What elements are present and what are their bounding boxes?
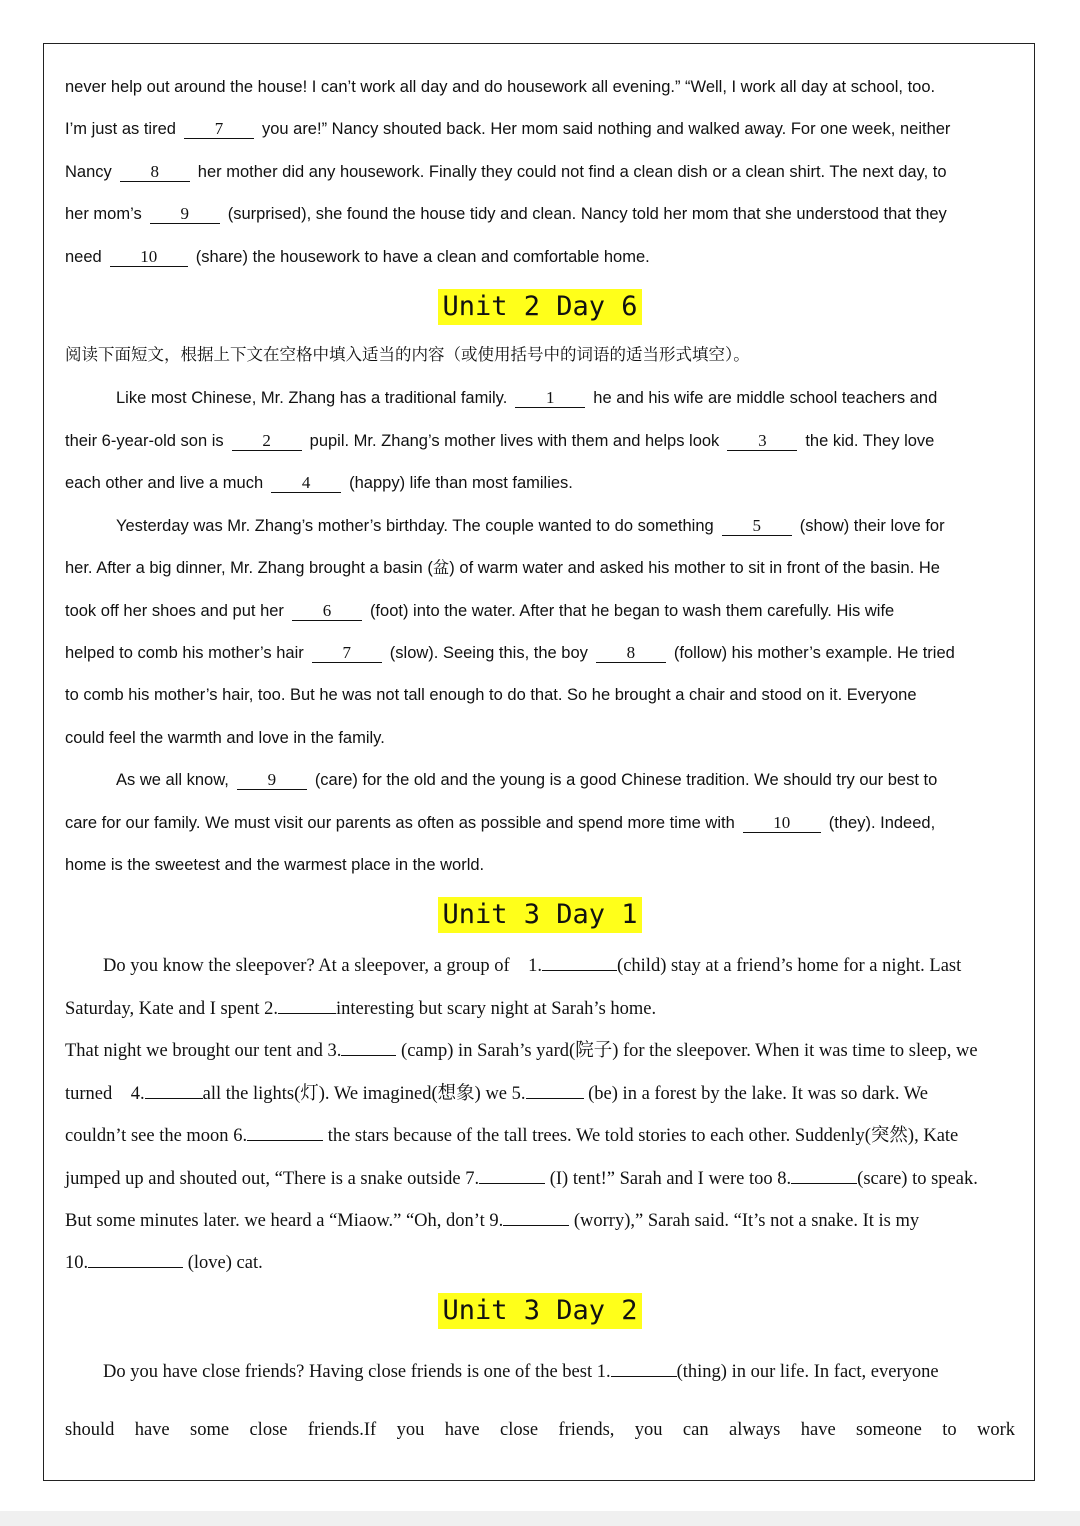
line-text: should have some close friends.If you have close friends, you can always have someone to work	[65, 1420, 1015, 1440]
line-text: he and his wife are middle school teachers and	[593, 389, 938, 407]
question-number: 2.	[264, 999, 279, 1019]
line-text: care for our family. We must visit our parents as often as possible and spend more time with	[65, 814, 735, 832]
answer-blank[interactable]: 8	[596, 644, 666, 663]
page-bottom-band	[0, 1511, 1080, 1526]
line-text: Saturday, Kate and I spent	[65, 999, 260, 1019]
answer-blank[interactable]	[278, 996, 336, 1014]
text-line	[65, 387, 1015, 409]
text-line	[65, 600, 1015, 622]
line-text: But some minutes later. we heard a “Miaow.” “Oh, don’t	[65, 1211, 485, 1231]
line-text: the stars because of the tall trees. We told stories to each other. Suddenly(突然), Kate	[327, 1126, 959, 1146]
text-line	[65, 515, 1015, 537]
question-number: 9.	[489, 1211, 504, 1231]
question-number: 3.	[327, 1041, 342, 1061]
line-text: never help out around the house! I can’t work all day and do housework all evening.” “Well, I work all day at school, too.	[65, 78, 936, 96]
text-line	[65, 1166, 1015, 1190]
line-text: (they). Indeed,	[828, 814, 936, 832]
line-text: need	[65, 248, 102, 266]
question-number: 8.	[777, 1169, 792, 1189]
answer-blank[interactable]: 3	[727, 432, 797, 451]
answer-blank[interactable]	[542, 953, 617, 971]
question-number: 1.	[596, 1362, 611, 1382]
line-text: her mother did any housework. Finally they could not find a clean dish or a clean shirt. The next day, to	[197, 163, 947, 181]
section-heading-wrap	[65, 289, 1015, 325]
line-text: Do you have close friends? Having close friends is one of the best	[103, 1362, 593, 1382]
text-line	[65, 203, 1015, 225]
text-line	[65, 1038, 1015, 1062]
line-text: Nancy	[65, 163, 112, 181]
line-text: (show) their love for	[799, 517, 945, 535]
answer-blank[interactable]: 5	[722, 517, 792, 536]
answer-blank[interactable]: 9	[237, 771, 307, 790]
answer-blank[interactable]: 6	[292, 602, 362, 621]
line-text: (child) stay at a friend’s home for a night. Last	[617, 956, 962, 976]
text-line	[65, 246, 1015, 268]
text-line	[65, 642, 1015, 664]
line-text: (I) tent!” Sarah and I were too	[549, 1169, 773, 1189]
text-line	[65, 812, 1015, 834]
line-text: their 6-year-old son is	[65, 432, 224, 450]
line-text: turned	[65, 1084, 113, 1104]
line-text: the kid. They love	[805, 432, 935, 450]
line-text: (care) for the old and the young is a good Chinese tradition. We should try our best to	[314, 771, 938, 789]
text-line	[65, 1081, 1015, 1105]
answer-blank[interactable]	[88, 1250, 183, 1268]
text-line	[65, 472, 1015, 494]
line-text: (worry),” Sarah said. “It’s not a snake. It is my	[573, 1211, 920, 1231]
text-line	[65, 1250, 1015, 1274]
answer-blank[interactable]	[791, 1166, 857, 1184]
answer-blank[interactable]: 7	[184, 120, 254, 139]
answer-blank[interactable]	[503, 1208, 569, 1226]
line-text: jumped up and shouted out, “There is a snake outside	[65, 1169, 461, 1189]
instruction-line	[65, 344, 1015, 366]
line-text: (be) in a forest by the lake. It was so dark. We	[588, 1084, 928, 1104]
answer-blank[interactable]	[526, 1081, 584, 1099]
section-heading: Unit 2 Day 6	[438, 289, 641, 325]
section-heading: Unit 3 Day 1	[438, 897, 641, 933]
text-line	[65, 996, 1015, 1020]
line-text: interesting but scary night at Sarah’s home.	[336, 999, 657, 1019]
answer-blank[interactable]: 10	[743, 814, 821, 833]
text-line	[65, 1208, 1015, 1232]
question-number: 6.	[233, 1126, 248, 1146]
text-line	[65, 118, 1015, 140]
line-text: her mom’s	[65, 205, 142, 223]
answer-blank[interactable]: 8	[120, 163, 190, 182]
answer-blank[interactable]: 9	[150, 205, 220, 224]
text-line	[65, 854, 1015, 876]
text-line	[65, 557, 1015, 579]
text-line	[65, 769, 1015, 791]
line-text: (scare) to speak.	[857, 1169, 978, 1189]
text-line	[65, 727, 1015, 749]
text-line	[65, 684, 1015, 706]
answer-blank[interactable]: 10	[110, 248, 188, 267]
line-text: (foot) into the water. After that he began to wash them carefully. His wife	[369, 602, 895, 620]
line-text: (love) cat.	[187, 1253, 263, 1273]
question-number: 4.	[130, 1084, 145, 1104]
line-text: I’m just as tired	[65, 120, 176, 138]
text-line	[65, 430, 1015, 452]
answer-blank[interactable]	[247, 1123, 323, 1141]
line-text: pupil. Mr. Zhang’s mother lives with them and helps look	[309, 432, 720, 450]
line-text: took off her shoes and put her	[65, 602, 284, 620]
line-text: Do you know the sleepover? At a sleepover, a group of	[103, 956, 510, 976]
line-text: could feel the warmth and love in the family.	[65, 729, 385, 747]
line-text: (camp) in Sarah’s yard(院子) for the sleepover. When it was time to sleep, we	[401, 1041, 978, 1061]
line-text: (surprised), she found the house tidy and clean. Nancy told her mom that she understood that they	[227, 205, 947, 223]
line-text: you are!” Nancy shouted back. Her mom said nothing and walked away. For one week, neither	[261, 120, 951, 138]
question-number: 7.	[465, 1169, 480, 1189]
line-text: helped to comb his mother’s hair	[65, 644, 304, 662]
answer-blank[interactable]	[479, 1166, 545, 1184]
line-text: home is the sweetest and the warmest place in the world.	[65, 856, 485, 874]
line-text: each other and live a much	[65, 474, 264, 492]
question-number: 5.	[511, 1084, 526, 1104]
text-line	[65, 1123, 1015, 1147]
section-heading-wrap	[65, 897, 1015, 933]
instruction-text: 阅读下面短文，根据上下文在空格中填入适当的内容（或使用括号中的词语的适当形式填空）。	[65, 345, 750, 364]
line-text: Like most Chinese, Mr. Zhang has a traditional family.	[116, 389, 508, 407]
answer-blank[interactable]: 2	[232, 432, 302, 451]
answer-blank[interactable]: 4	[271, 474, 341, 493]
line-text: (thing) in our life. In fact, everyone	[676, 1362, 939, 1382]
line-text: to comb his mother’s hair, too. But he was not tall enough to do that. So he brought a chair and stood on it. Everyone	[65, 686, 917, 704]
line-text: As we all know,	[116, 771, 229, 789]
text-line	[65, 1359, 1015, 1383]
text-line	[65, 161, 1015, 183]
section-heading: Unit 3 Day 2	[438, 1293, 641, 1329]
answer-blank[interactable]	[611, 1359, 677, 1377]
answer-blank[interactable]: 1	[515, 389, 585, 408]
line-text: That night we brought our tent and	[65, 1041, 323, 1061]
answer-blank[interactable]	[341, 1038, 396, 1056]
line-text: all the lights(灯). We imagined(想象) we	[202, 1084, 508, 1104]
line-text: (share) the housework to have a clean and comfortable home.	[195, 248, 650, 266]
question-number: 1.	[528, 956, 543, 976]
section-heading-wrap	[65, 1293, 1015, 1329]
line-text: (follow) his mother’s example. He tried	[673, 644, 955, 662]
text-line	[65, 76, 1015, 98]
line-text: (happy) life than most families.	[349, 474, 573, 492]
line-text: (slow). Seeing this, the boy	[389, 644, 588, 662]
text-line	[65, 1419, 1015, 1441]
text-line	[65, 953, 1015, 977]
line-text: couldn’t see the moon	[65, 1126, 229, 1146]
answer-blank[interactable]	[145, 1081, 203, 1099]
answer-blank[interactable]: 7	[312, 644, 382, 663]
question-number: 10.	[65, 1253, 89, 1273]
line-text: Yesterday was Mr. Zhang’s mother’s birthday. The couple wanted to do something	[116, 517, 714, 535]
line-text: her. After a big dinner, Mr. Zhang brought a basin (盆) of warm water and asked his mother to sit in front of the basin. He	[65, 559, 940, 577]
